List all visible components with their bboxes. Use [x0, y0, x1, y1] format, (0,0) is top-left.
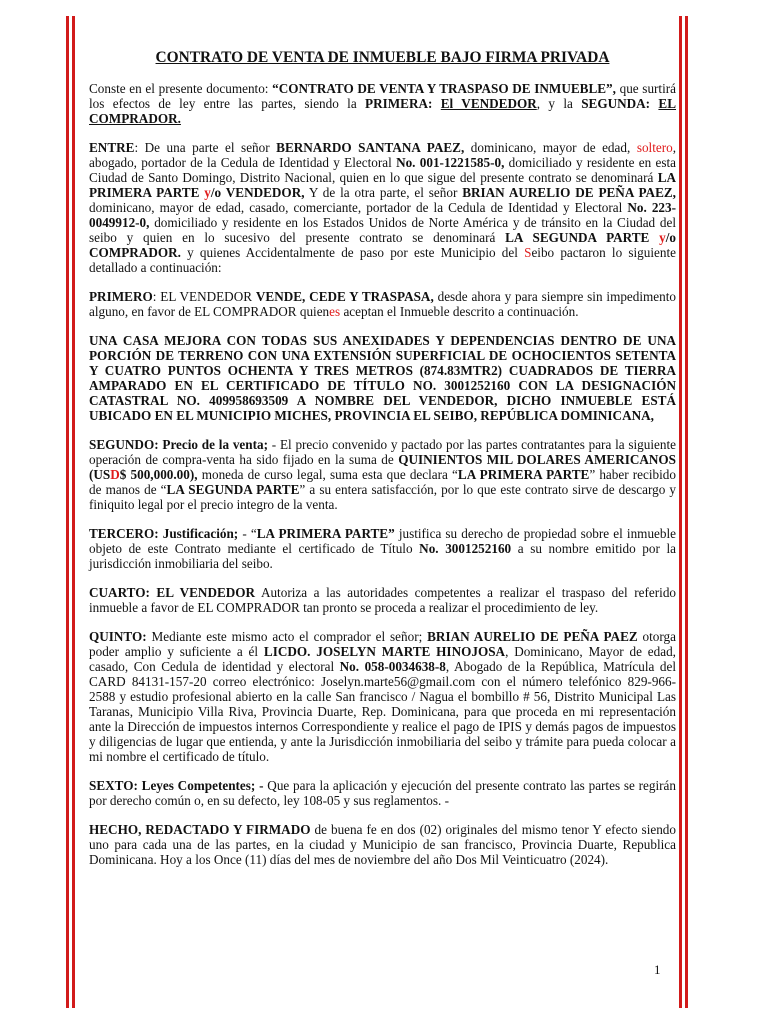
closing-paragraph: [89, 822, 676, 867]
title-number: No. 3001252160: [419, 541, 512, 556]
segundo-clause: [89, 437, 676, 512]
sexto-clause: [89, 778, 676, 808]
intro-text: Conste en el presente documento:: [89, 81, 273, 96]
paragraph-text: aceptan el Inmueble descrito a continuación.: [340, 304, 579, 319]
paragraph-text: - “: [238, 526, 257, 541]
highlighted-text: y: [204, 185, 211, 200]
attorney-name: LICDO. JOSELYN MARTE HINOJOSA: [263, 644, 506, 659]
paragraph-text: domiciliado y residente en los Estados Unidos de Norte América y de tránsito en la Ciudad del seibo y quien en lo sucesivo del presente contrato se denominará: [89, 215, 676, 245]
right-border-line-outer: [685, 16, 688, 1008]
clause-heading: TERCERO: Justificación;: [89, 526, 239, 541]
attorney-id: No. 058-0034638-8: [339, 659, 446, 674]
paragraph-text: a su nombre emitido por la jurisdicción inmobiliaria del seibo.: [89, 541, 677, 571]
second-party-label: SEGUNDA:: [581, 96, 659, 111]
buyer-name: BRIAN AURELIO DE PEÑA PAEZ,: [462, 185, 676, 200]
seller-label: El VENDEDOR: [440, 96, 537, 111]
property-description: UNA CASA MEJORA CON TODAS SUS ANEXIDADES Y DEPENDENCIAS DENTRO DE UNA PORCIÓN DE TERRENO CON UNA EXTENSIÓN SUPERFICIAL DE OCHOCIENTOS SETENTA Y CUATRO PUNTOS OCHENTA Y TRES METROS (874.83MTR2) CUADRADOS DE TIERRA AMPARADO EN EL CERTIFICADO DE TÍTULO NO. 3001252160 CON LA DESIGNACIÓN CATASTRAL NO. 409958693509 A NOMBRE DEL VENDEDOR, DICHO INMUEBLE ESTÁ UBICADO EN EL MUNICIPIO MICHES, PROVINCIA EL SEIBO, REPÚBLICA DOMINICANA,: [89, 333, 676, 423]
highlighted-text: D: [110, 467, 120, 482]
paragraph-text: Y de la otra parte, el señor: [304, 185, 463, 200]
contract-name: “CONTRATO DE VENTA Y TRASPASO DE INMUEBLE”,: [272, 81, 616, 96]
clause-heading: SEGUNDO: Precio de la venta;: [89, 437, 268, 452]
paragraph-text: , Dominicano, Mayor de edad, casado, Con Cedula de identidad y electoral: [89, 644, 676, 674]
intro-text: , y la: [536, 96, 582, 111]
first-party-term: LA PRIMERA PARTE”: [256, 526, 395, 541]
primero-clause: [89, 289, 676, 319]
buyer-id: No. 223-0049912-0,: [89, 200, 676, 230]
buyer-term: /o COMPRADOR.: [89, 230, 676, 260]
clause-heading: SEXTO: Leyes Competentes; -: [89, 778, 264, 793]
paragraph-text: otorga poder amplio y suficiente a él: [89, 629, 677, 659]
paragraph-text: desde ahora y para siempre sin impedimento alguno, en favor de EL COMPRADOR quien: [89, 289, 676, 319]
paragraph-text: Autoriza a las autoridades competentes a realizar el traspaso del referido inmueble a favor de EL COMPRADOR tan pronto se proceda a realizar el procedimiento de ley.: [89, 585, 677, 615]
right-border-line-inner: [679, 16, 682, 1008]
paragraph-text: , abogado, portador de la Cedula de Identidad y Electoral: [89, 140, 677, 170]
paragraph-text: Que para la aplicación y ejecución del presente contrato las partes se regirán por derecho común o, en su defecto, ley 108-05 y sus reglamentos. -: [89, 778, 676, 808]
paragraph-text: eibo pactaron lo siguiente detallado a continuación:: [89, 245, 676, 275]
intro-text: que surtirá los efectos de ley entre las partes, siendo la: [89, 81, 676, 111]
seller-name: BERNARDO SANTANA PAEZ,: [276, 140, 465, 155]
paragraph-text: ” haber recibido de manos de “: [89, 467, 676, 497]
paragraph-text: Mediante este mismo acto el comprador el señor;: [146, 629, 428, 644]
paragraph-text: domiciliado y residente en esta Ciudad de Santo Domingo, Distrito Nacional: [89, 155, 677, 185]
left-border-line-outer: [66, 16, 69, 1008]
paragraph-text: ” a su entera satisfacción, por lo que este contrato sirve de descargo y finiquito legal por el precio integro de la venta.: [89, 482, 676, 512]
paragraph-text: justifica su derecho de propiedad sobre el inmueble objeto de este Contrato mediante el certificado de Título: [89, 526, 676, 556]
second-party-term: LA SEGUNDA PARTE: [166, 482, 300, 497]
entre-heading: ENTRE: [89, 140, 135, 155]
buyer-name: BRIAN AURELIO DE PEÑA PAEZ: [427, 629, 638, 644]
sale-terms: VENDE, CEDE Y TRASPASA,: [255, 289, 434, 304]
highlighted-text: y: [659, 230, 666, 245]
paragraph-text: - El precio convenido y pactado por las partes contratantes para la siguiente operación de compra-venta ha sido fijado en la suma de: [89, 437, 676, 467]
paragraph-text: : De una parte el señor: [134, 140, 277, 155]
highlighted-text: es: [329, 304, 341, 319]
paragraph-text: moneda de curso legal, suma esta que declara “: [197, 467, 458, 482]
seller-id: No. 001-1221585-0,: [396, 155, 505, 170]
first-party-term: LA PRIMERA PARTE: [457, 467, 590, 482]
closing-heading: HECHO, REDACTADO Y FIRMADO: [89, 822, 311, 837]
buyer-label: EL COMPRADOR.: [89, 96, 676, 126]
page-number: 1: [654, 962, 661, 977]
paragraph-text: , quien en lo que sigue del presente contrato se denominará: [331, 170, 658, 185]
paragraph-text: , Abogado de la República, Matrícula del CARD 84131-157-20 correo electrónico: Joselyn.marte56@gmail.com con el número telefónico 829-966-2588 y estudio profesional abierto en la calle San francisco / Nagua el bombillo # 56, Distrito Municipal Las Taranas, Municipio Villa Riva, Provincia Duarte, Rep. Dominicana, para que proceda en mi representación ante la Dirección de impuestos internos Correspondiente y realice el pago de IPIS y demás pagos de impuestos y diligencias de lugar que entienda, y ante la Jurisdicción inmobiliaria del seibo y trámite para pueda colocar a mi nombre el certificado de título.: [89, 659, 676, 764]
clause-heading: PRIMERO: [89, 289, 153, 304]
second-party-term: LA SEGUNDA PARTE: [505, 230, 660, 245]
quinto-clause: [89, 629, 676, 764]
paragraph-text: de buena fe en dos (02) originales del mismo tenor Y efecto siendo uno para cada una de las partes, en la ciudad y Municipio de san francisco, Provincia Duarte, Republica Dominicana. Hoy a los Once (11) días del mes de noviembre del año Dos Mil Veinticuatro (2024).: [89, 822, 676, 867]
paragraph-text: dominicano, mayor de edad, casado, comerciante, portador de la Cedula de Identidad y Electoral: [89, 200, 628, 215]
marital-status: soltero: [636, 140, 673, 155]
paragraph-text: : EL VENDEDOR: [152, 289, 256, 304]
clause-heading: CUARTO: EL VENDEDOR: [89, 585, 256, 600]
document-page: [89, 50, 676, 881]
clause-heading: QUINTO:: [89, 629, 147, 644]
paragraph-text: dominicano, mayor de edad,: [464, 140, 637, 155]
tercero-clause: [89, 526, 676, 571]
left-border-line-inner: [72, 16, 75, 1008]
cuarto-clause: [89, 585, 676, 615]
first-party-label: PRIMERA:: [365, 96, 441, 111]
intro-paragraph: [89, 81, 676, 126]
entre-paragraph: [89, 140, 676, 275]
seller-term: /o VENDEDOR,: [210, 185, 305, 200]
first-party-term: LA PRIMERA PARTE: [89, 170, 677, 200]
highlighted-text: S: [524, 245, 532, 260]
paragraph-text: y quienes Accidentalmente de paso por este Municipio del: [180, 245, 525, 260]
sale-price-amount: $ 500,000.00),: [119, 467, 198, 482]
document-title: CONTRATO DE VENTA DE INMUEBLE BAJO FIRMA PRIVADA: [155, 49, 610, 66]
sale-price: QUINIENTOS MIL DOLARES AMERICANOS (US: [89, 452, 677, 482]
